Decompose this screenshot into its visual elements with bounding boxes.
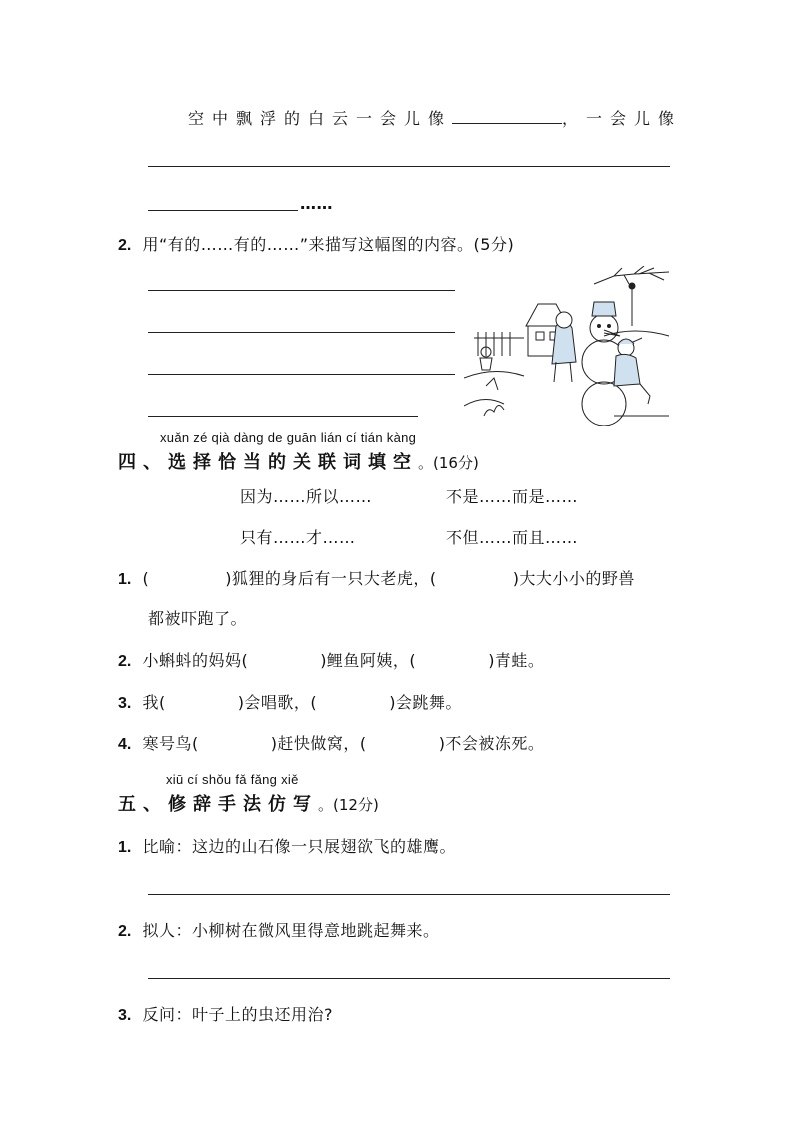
option-bushi-ershi: 不是……而是…… bbox=[446, 487, 579, 506]
option-yinwei-suoyi: 因为……所以…… bbox=[240, 487, 373, 506]
answer-line[interactable] bbox=[148, 894, 670, 895]
item-text: )大大小小的野兽 bbox=[512, 569, 635, 588]
item-text: )赶快做窝，( bbox=[270, 734, 367, 753]
item-number: 2. bbox=[118, 653, 132, 670]
item-text: 反问：叶子上的虫还用治? bbox=[142, 1005, 333, 1024]
item-text: )鲤鱼阿姨，( bbox=[320, 651, 417, 670]
item-text: )不会被冻死。 bbox=[438, 734, 545, 753]
item-number: 4. bbox=[118, 736, 132, 753]
answer-line[interactable] bbox=[148, 978, 670, 979]
section4-title: 四、选择恰当的关联词填空 bbox=[118, 452, 418, 473]
item-number: 2. bbox=[118, 923, 132, 940]
section5-item-1 bbox=[118, 834, 456, 857]
item-text: )会唱歌，( bbox=[237, 693, 318, 712]
section4-item-3 bbox=[118, 690, 462, 713]
section4-item-1 bbox=[118, 566, 635, 589]
clouds-sentence-start: 空中飘浮的白云一会儿像 bbox=[188, 109, 453, 128]
snowman-illustration bbox=[464, 266, 674, 426]
section5-heading bbox=[118, 790, 379, 816]
item-text: 小蝌蚪的妈妈( bbox=[142, 651, 249, 670]
question-2 bbox=[118, 232, 514, 255]
answer-line[interactable] bbox=[148, 166, 670, 167]
item-number: 1. bbox=[118, 571, 132, 588]
item-text: 比喻：这边的山石像一只展翅欲飞的雄鹰。 bbox=[142, 837, 456, 856]
question-text: 用“有的……有的……”来描写这幅图的内容。(5分) bbox=[142, 235, 515, 254]
item-text: )狐狸的身后有一只大老虎，( bbox=[225, 569, 437, 588]
section4-item-4 bbox=[118, 731, 544, 754]
answer-line[interactable] bbox=[148, 332, 455, 333]
item-number: 3. bbox=[118, 695, 132, 712]
item-text: 拟人：小柳树在微风里得意地跳起舞来。 bbox=[142, 921, 440, 940]
section5-item-2 bbox=[118, 918, 439, 941]
section5-pinyin: xiū cí shǒu fǎ fǎng xiě bbox=[166, 772, 299, 787]
question-number: 2. bbox=[118, 237, 132, 254]
section4-item-2 bbox=[118, 648, 544, 671]
item-text: ( bbox=[142, 569, 150, 588]
section4-score: 。(16分) bbox=[418, 454, 479, 472]
answer-line[interactable] bbox=[148, 374, 455, 375]
section4-pinyin: xuǎn zé qià dàng de guān lián cí tián kàng bbox=[160, 430, 417, 445]
item-number: 1. bbox=[118, 839, 132, 856]
ellipsis: …… bbox=[300, 194, 333, 213]
answer-line[interactable] bbox=[148, 290, 455, 291]
item-text: 我( bbox=[142, 693, 166, 712]
section5-item-3 bbox=[118, 1002, 333, 1025]
section4-heading bbox=[118, 448, 479, 474]
item-text: 寒号鸟( bbox=[142, 734, 199, 753]
item-number: 3. bbox=[118, 1007, 132, 1024]
option-zhiyou-cai: 只有……才…… bbox=[240, 528, 356, 547]
comma: ， bbox=[562, 109, 587, 128]
answer-blank[interactable] bbox=[452, 109, 562, 124]
clouds-sentence-middle: 一会儿像 bbox=[586, 109, 683, 128]
section5-score: 。(12分) bbox=[318, 796, 379, 814]
item-continuation: 都被吓跑了。 bbox=[148, 609, 248, 628]
answer-line[interactable] bbox=[148, 416, 418, 417]
section5-title: 五、修辞手法仿写 bbox=[118, 794, 318, 815]
option-budan-erqie: 不但……而且…… bbox=[446, 528, 579, 547]
item-text: )会跳舞。 bbox=[389, 693, 462, 712]
item-text: )青蛙。 bbox=[488, 651, 545, 670]
fill-sentence-clouds bbox=[188, 106, 682, 129]
answer-line-short[interactable] bbox=[148, 210, 298, 211]
